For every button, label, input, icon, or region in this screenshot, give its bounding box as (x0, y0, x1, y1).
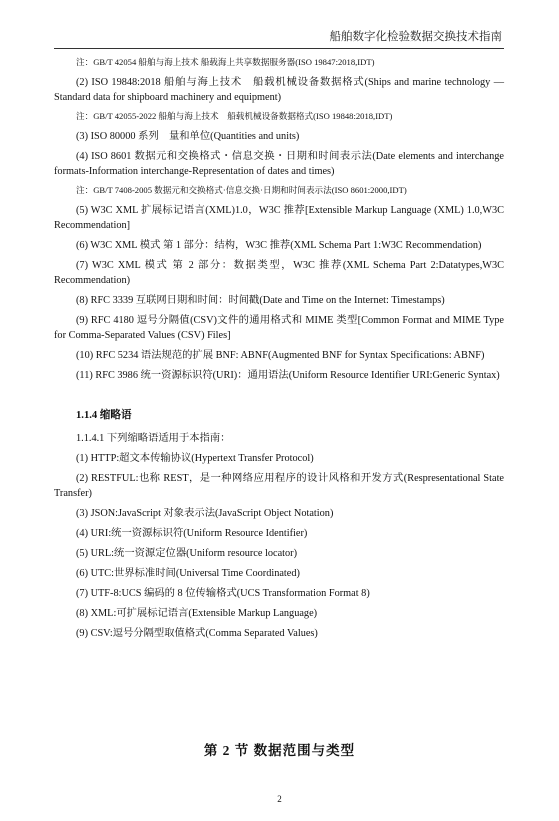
reference-note: 注：GB/T 42055-2022 船舶与海上技术 船载机械设备数据格式(ISO 19848:2018,IDT) (76, 111, 393, 121)
header-rule (54, 48, 504, 49)
abbreviation-item: (5) URL:统一资源定位器(Uniform resource locator) (76, 548, 298, 559)
reference-item: (10) RFC 5234 语法规范的扩展 BNF: ABNF(Augmented BNF for Syntax Specifications: ABNF) (76, 350, 485, 361)
abbreviation-list (54, 451, 504, 641)
reference-item: (9) RFC 4180 逗号分隔值(CSV)文件的通用格式和 MIME 类型[Common Format and MIME Type for Comma-Separated Values (CSV) Files] (54, 315, 504, 341)
reference-note: 注：GB/T 7408-2005 数据元和交换格式·信息交换·日期和时间表示法(ISO 8601:2000,IDT) (76, 185, 407, 195)
reference-item: (3) ISO 80000 系列 量和单位(Quantities and units) (76, 131, 300, 142)
abbreviation-item: (2) RESTFUL:也称 REST，是一种网络应用程序的设计风格和开发方式(Respresentational State Transfer) (54, 473, 504, 499)
reference-item: (2) ISO 19848:2018 船舶与海上技术 船载机械设备数据格式(Ships and marine technology — Standard data for shipboard machinery and equipment) (54, 77, 504, 103)
running-header: 船舶数字化检验数据交换技术指南 (329, 31, 502, 43)
page-content (54, 56, 504, 646)
abbreviation-item: (9) CSV:逗号分隔型取值格式(Comma Separated Values) (76, 628, 318, 639)
abbreviation-item: (7) UTF-8:UCS 编码的 8 位传输格式(UCS Transformation Format 8) (76, 588, 370, 599)
abbreviation-item: (1) HTTP:超文本传输协议(Hypertext Transfer Protocol) (76, 453, 314, 464)
abbreviation-item: (3) JSON:JavaScript 对象表示法(JavaScript Object Notation) (76, 508, 334, 519)
reference-item: (8) RFC 3339 互联网日期和时间：时间戳(Date and Time on the Internet: Timestamps) (76, 295, 445, 306)
abbreviations-title: 1.1.4 缩略语 (76, 410, 132, 421)
abbreviation-item: (6) UTC:世界标准时间(Universal Time Coordinated) (76, 568, 300, 579)
reference-item: (11) RFC 3986 统一资源标识符(URI)：通用语法(Uniform Resource Identifier URI:Generic Syntax) (76, 370, 500, 381)
page-number: 2 (277, 794, 282, 804)
abbreviation-item: (8) XML:可扩展标记语言(Extensible Markup Language) (76, 608, 318, 619)
reference-note: 注：GB/T 42054 船舶与海上技术 船载海上共享数据服务器(ISO 19847:2018,IDT) (76, 57, 375, 67)
reference-item: (6) W3C XML 模式 第 1 部分：结构，W3C 推荐(XML Schema Part 1:W3C Recommendation) (76, 240, 482, 251)
abbreviations-intro: 1.1.4.1 下列缩略语适用于本指南： (76, 433, 231, 444)
reference-item: (4) ISO 8601 数据元和交换格式・信息交换・日期和时间表示法(Date elements and interchange formats-Information interchange-Representation of dates and times) (54, 151, 504, 177)
abbreviation-item: (4) URI:统一资源标识符(Uniform Resource Identifier) (76, 528, 308, 539)
spacer (54, 388, 504, 402)
reference-item: (5) W3C XML 扩展标记语言(XML)1.0，W3C 推荐[Extensible Markup Language (XML) 1.0,W3C Recommendation] (54, 205, 504, 231)
section-heading: 第 2 节 数据范围与类型 (203, 743, 356, 758)
reference-item: (7) W3C XML 模式 第 2 部分：数据类型，W3C 推荐(XML Schema Part 2:Datatypes,W3C Recommendation) (54, 260, 504, 286)
reference-list (54, 56, 504, 383)
